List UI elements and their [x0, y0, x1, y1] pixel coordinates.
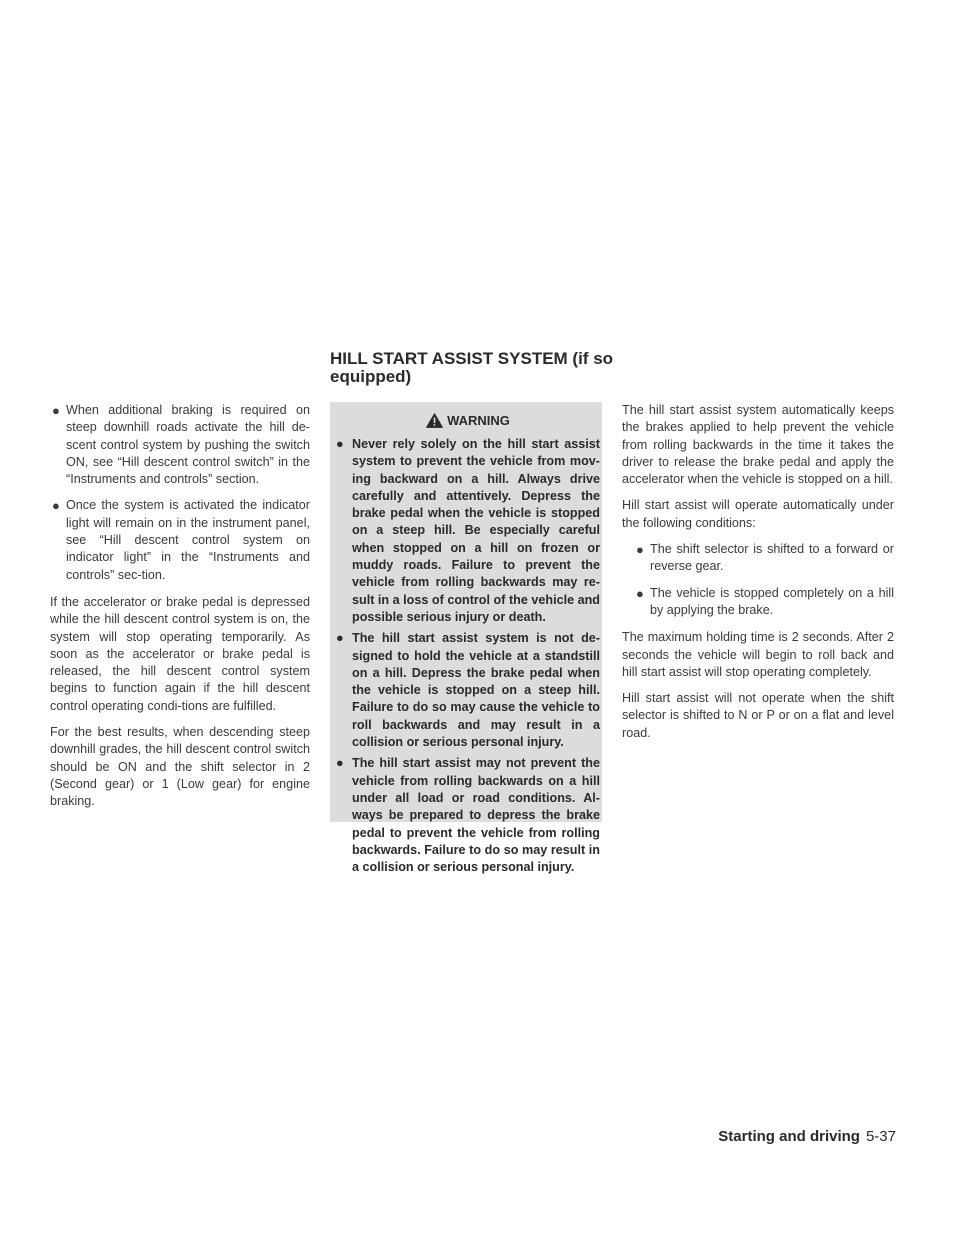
- paragraph: Hill start assist will operate automatically under the following conditions:: [622, 498, 894, 530]
- hdc-bullet-list: [50, 402, 310, 584]
- list-item: ● Once the system is activated the indicator light will remain on in the instrument panel, see “Hill descent control system on indicator light” in the “Instruments and controls” sec-tion.: [52, 498, 310, 582]
- footer-section-name: Starting and driving: [718, 1128, 860, 1145]
- paragraph: For the best results, when descending steep downhill grades, the hill descent control switch should be ON and the shift selector in 2 (Second gear) or 1 (Low gear) for engine braking.: [50, 725, 310, 809]
- list-item: ● The vehicle is stopped completely on a hill by applying the brake.: [636, 585, 894, 617]
- paragraph: If the accelerator or brake pedal is depressed while the hill descent control system is on, the system will stop operating temporarily. As soon as the accelerator or brake pedal is released, the hill descent control system begins to function again if the hill descent control operating condi-tions are fulfilled.: [50, 594, 310, 713]
- bullet-icon: ●: [52, 403, 60, 418]
- bullet-icon: ●: [336, 756, 344, 771]
- section-title: HILL START ASSIST SYSTEM (if so equipped): [330, 349, 614, 386]
- bullet-icon: ●: [336, 437, 344, 451]
- bullet-icon: ●: [636, 542, 644, 558]
- warning-heading: [336, 408, 600, 432]
- list-item: ● When additional braking is required on steep downhill roads activate the hill de-scent control system by pushing the switch ON, see “Hill descent control switch” in the “Instruments and controls” section.: [52, 403, 310, 487]
- bullet-icon: ●: [636, 585, 644, 601]
- bullet-icon: ●: [336, 631, 344, 646]
- list-item: ● The shift selector is shifted to a forward or reverse gear.: [636, 542, 894, 574]
- warning-triangle-icon: [426, 413, 443, 428]
- list-item: ● The hill start assist may not prevent the vehicle from rolling backwards on a hill under all load or road conditions. Al-ways be prepared to depress the brake pedal to prevent the vehicle from rolling backwards. Failure to do so may result in a collision or serious personal injury.: [336, 756, 600, 875]
- conditions-list: [622, 541, 894, 619]
- page-footer: [718, 1128, 896, 1145]
- list-item: ● The hill start assist system is not de-signed to hold the vehicle at a standstill on a hill. Depress the brake pedal when the vehicle is stopped on a steep hill. Failure to do so may cause the vehicle to roll backwards and may result in a collision or serious personal injury.: [336, 631, 600, 750]
- left-column: [50, 402, 310, 820]
- bullet-icon: ●: [52, 498, 60, 514]
- paragraph: The hill start assist system automatically keeps the brakes applied to help prevent the vehicle from rolling backwards in the time it takes the driver to release the brake pedal and apply the accelerator when the vehicle is stopped on a hill.: [622, 403, 894, 487]
- warning-list: [336, 436, 600, 876]
- warning-box: [330, 402, 602, 875]
- right-column: [622, 402, 894, 751]
- page-number: 5-37: [865, 1128, 896, 1145]
- paragraph: The maximum holding time is 2 seconds. After 2 seconds the vehicle will begin to roll back and hill start assist will stop operating completely.: [622, 630, 894, 679]
- warning-label: WARNING: [447, 412, 510, 428]
- paragraph: Hill start assist will not operate when the shift selector is shifted to N or P or on a flat and level road.: [622, 691, 894, 740]
- list-item: ● Never rely solely on the hill start assist system to prevent the vehicle from mov-ing backward on a hill. Always drive carefully and attentively. Depress the brake pedal when the vehicle is stopped on a steep hill. Be especially careful when stopped on a hill on frozen or muddy roads. Failure to prevent the vehicle from rolling backwards may re-sult in a loss of control of the vehicle and possible serious injury or death.: [336, 437, 600, 624]
